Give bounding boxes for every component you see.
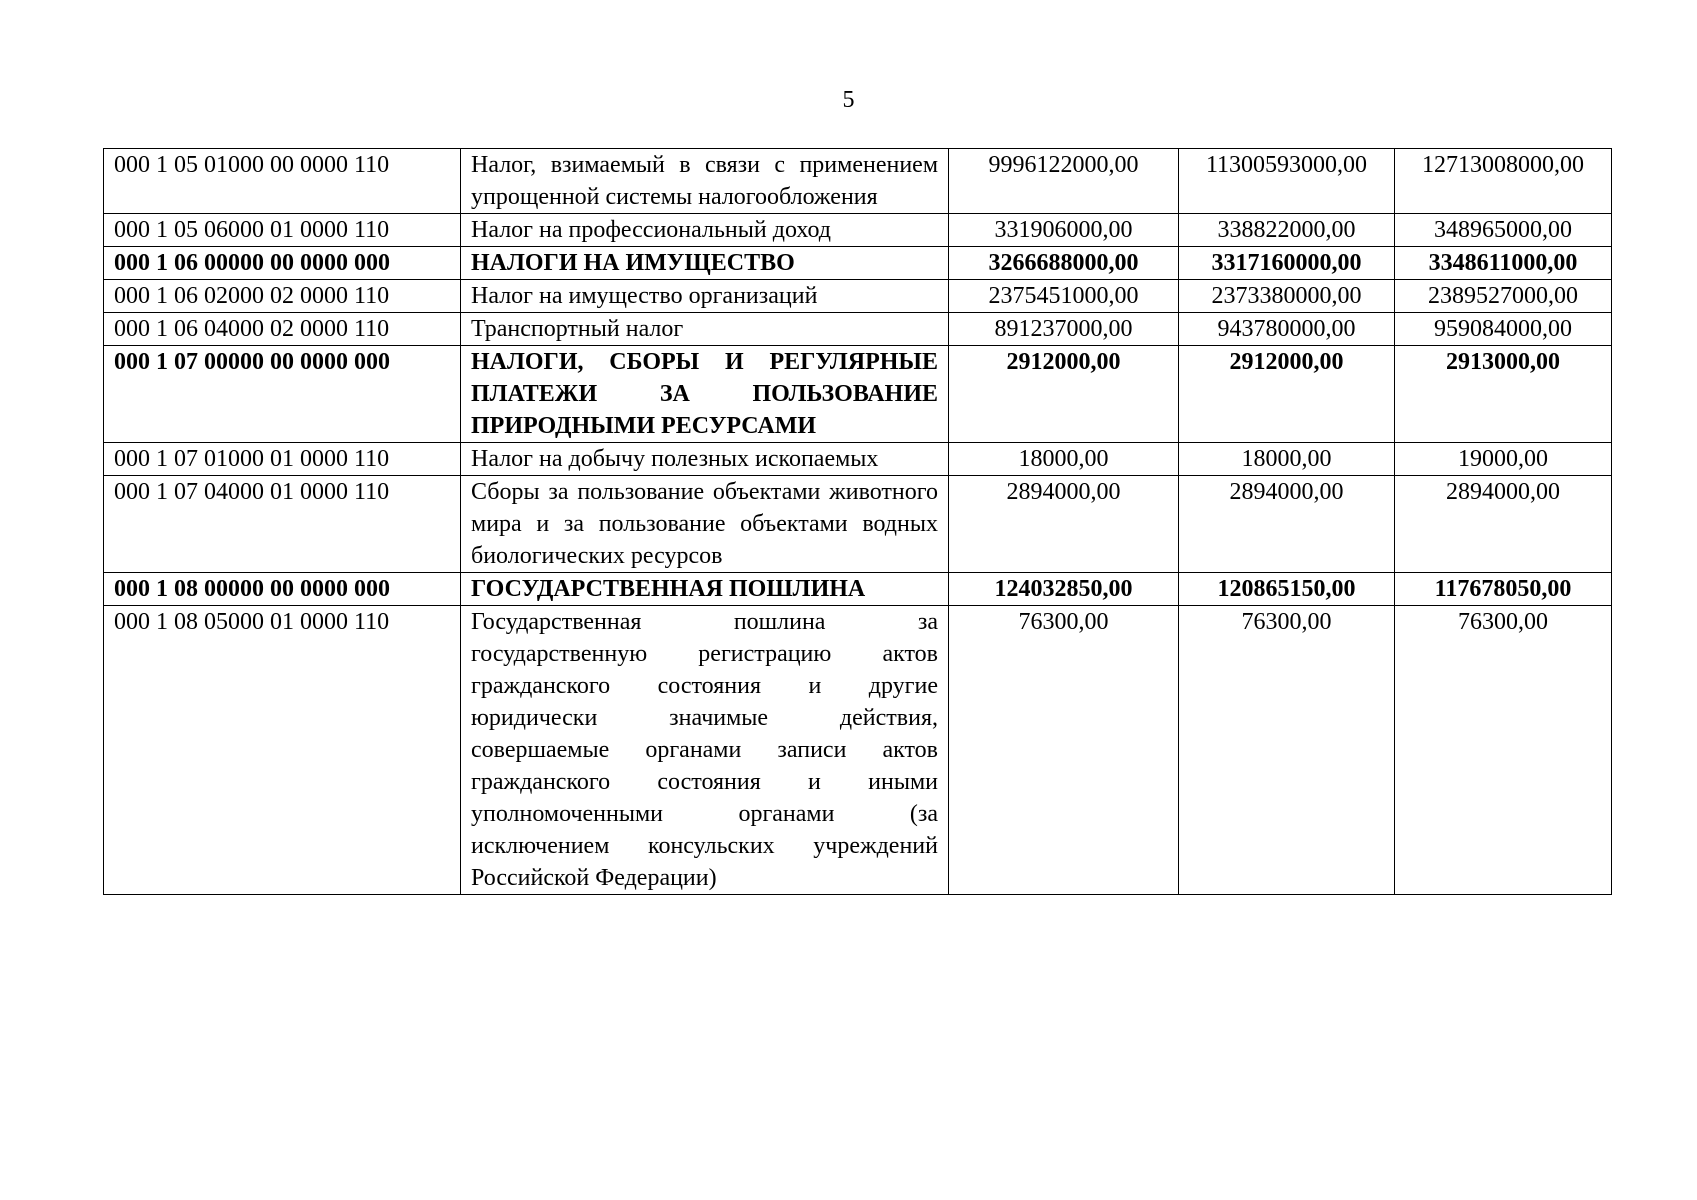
value-year-3-cell: 76300,00 — [1395, 606, 1612, 895]
value-year-3-cell: 959084000,00 — [1395, 313, 1612, 346]
value-year-2-cell: 2894000,00 — [1179, 476, 1395, 573]
value-year-1-cell: 18000,00 — [949, 443, 1179, 476]
budget-code-cell: 000 1 07 04000 01 0000 110 — [104, 476, 461, 573]
value-year-1-cell: 331906000,00 — [949, 214, 1179, 247]
table-row-section — [104, 573, 1612, 606]
value-year-1-cell: 124032850,00 — [949, 573, 1179, 606]
budget-code-cell: 000 1 06 04000 02 0000 110 — [104, 313, 461, 346]
budget-code-cell: 000 1 06 02000 02 0000 110 — [104, 280, 461, 313]
value-year-3-cell: 19000,00 — [1395, 443, 1612, 476]
revenue-name-cell: Сборы за пользование объектами животного мира и за пользование объектами водных биологических ресурсов — [461, 476, 949, 573]
value-year-3-cell: 2389527000,00 — [1395, 280, 1612, 313]
revenue-name-cell: Налог на имущество организаций — [461, 280, 949, 313]
budget-code-cell: 000 1 08 00000 00 0000 000 — [104, 573, 461, 606]
revenue-name-cell: НАЛОГИ, СБОРЫ И РЕГУЛЯРНЫЕ ПЛАТЕЖИ ЗА ПОЛЬЗОВАНИЕ ПРИРОДНЫМИ РЕСУРСАМИ — [461, 346, 949, 443]
budget-code-cell: 000 1 05 06000 01 0000 110 — [104, 214, 461, 247]
table-row-section — [104, 247, 1612, 280]
value-year-2-cell: 120865150,00 — [1179, 573, 1395, 606]
value-year-3-cell: 12713008000,00 — [1395, 149, 1612, 214]
value-year-2-cell: 943780000,00 — [1179, 313, 1395, 346]
budget-code-cell: 000 1 07 01000 01 0000 110 — [104, 443, 461, 476]
table-row — [104, 313, 1612, 346]
revenue-name-cell: Налог, взимаемый в связи с применением упрощенной системы налогообложения — [461, 149, 949, 214]
value-year-2-cell: 3317160000,00 — [1179, 247, 1395, 280]
page-number: 5 — [842, 87, 855, 113]
table-row — [104, 214, 1612, 247]
value-year-2-cell: 2373380000,00 — [1179, 280, 1395, 313]
table-row-section — [104, 346, 1612, 443]
table-row — [104, 606, 1612, 895]
table-row — [104, 149, 1612, 214]
value-year-3-cell: 3348611000,00 — [1395, 247, 1612, 280]
value-year-1-cell: 2912000,00 — [949, 346, 1179, 443]
table-row — [104, 280, 1612, 313]
value-year-3-cell: 117678050,00 — [1395, 573, 1612, 606]
value-year-1-cell: 3266688000,00 — [949, 247, 1179, 280]
revenue-name-cell: ГОСУДАРСТВЕННАЯ ПОШЛИНА — [461, 573, 949, 606]
revenue-name-cell: Транспортный налог — [461, 313, 949, 346]
value-year-1-cell: 9996122000,00 — [949, 149, 1179, 214]
budget-code-cell: 000 1 05 01000 00 0000 110 — [104, 149, 461, 214]
value-year-1-cell: 891237000,00 — [949, 313, 1179, 346]
budget-code-cell: 000 1 06 00000 00 0000 000 — [104, 247, 461, 280]
value-year-2-cell: 338822000,00 — [1179, 214, 1395, 247]
revenue-name-cell: Налог на профессиональный доход — [461, 214, 949, 247]
value-year-1-cell: 2375451000,00 — [949, 280, 1179, 313]
table-row — [104, 476, 1612, 573]
budget-code-cell: 000 1 07 00000 00 0000 000 — [104, 346, 461, 443]
table-row — [104, 443, 1612, 476]
revenue-table — [103, 148, 1612, 895]
revenue-name-cell: НАЛОГИ НА ИМУЩЕСТВО — [461, 247, 949, 280]
value-year-2-cell: 76300,00 — [1179, 606, 1395, 895]
value-year-3-cell: 348965000,00 — [1395, 214, 1612, 247]
value-year-1-cell: 2894000,00 — [949, 476, 1179, 573]
value-year-2-cell: 11300593000,00 — [1179, 149, 1395, 214]
value-year-2-cell: 18000,00 — [1179, 443, 1395, 476]
table-body — [104, 149, 1612, 895]
value-year-2-cell: 2912000,00 — [1179, 346, 1395, 443]
value-year-3-cell: 2894000,00 — [1395, 476, 1612, 573]
revenue-name-cell: Налог на добычу полезных ископаемых — [461, 443, 949, 476]
value-year-3-cell: 2913000,00 — [1395, 346, 1612, 443]
value-year-1-cell: 76300,00 — [949, 606, 1179, 895]
budget-code-cell: 000 1 08 05000 01 0000 110 — [104, 606, 461, 895]
revenue-name-cell: Государственная пошлина за государственную регистрацию актов гражданского состояния и другие юридически значимые действия, совершаемые органами записи актов гражданского состояния и иными уполномоченными органами (за исключением консульских учреждений Российской Федерации) — [461, 606, 949, 895]
